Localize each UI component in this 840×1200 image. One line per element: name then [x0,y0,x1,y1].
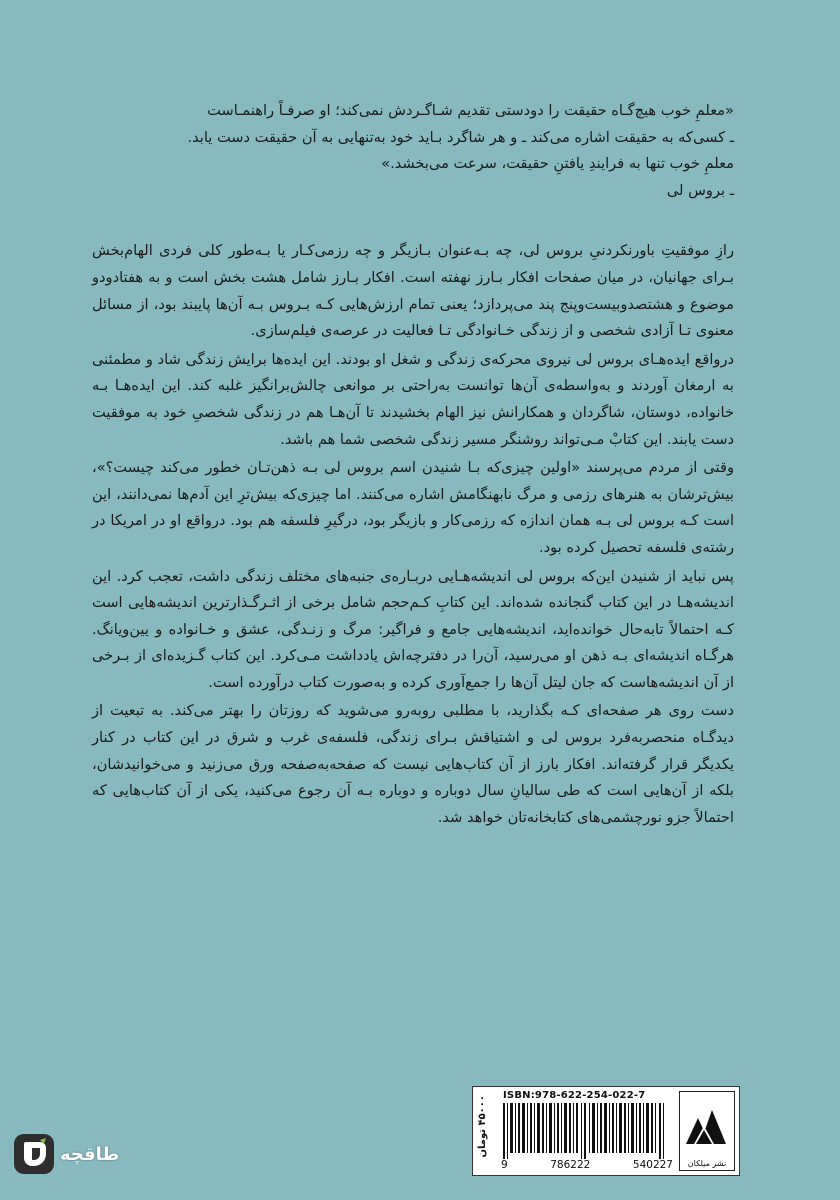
paragraph: پس نباید از شنیدن این‌که بروس لی اندیشه‌هـایی دربـاره‌ی جنبه‌های مختلف زندگی داشت، تعجب کرد. این اندیشه‌هـا در این کتاب گنجانده شده‌اند. این کتابِ کـم‌حجم شامل برخی از اثـرگـذارترین اندیشه‌هایی است کـه احتمالاً تابه‌حال خوانده‌اید، اندیشه‌هایی جامع و فراگیر: مرگ و زنـدگی، عشق و خـانواده و یین‌ویانگ. هرگـاه اندیشه‌ای بـه ذهن او می‌رسید، آن‌را در دفترچه‌اش یادداشت مـی‌کرد. این کتاب گـزیده‌ای از بـرخی از آن اندیشه‌هاست که جان لیتل آن‌ها را جمع‌آوری کرده و به‌صورت کتاب درآورده است. [92,567,734,691]
paragraph: رازِ موفقیتِ باورنکردنیِ بروس لی، چه بـه‌عنوان بـازیگر و چه رزمی‌کـار یا بـه‌طور کلی فردی الهام‌بخش بـرای جهانیان، در میان صفحات افکار بـارز نهفته است. افکار بـارز شامل هشت بخش است و به هفتادودو موضوع و هشتصدوبیست‌وپنج پند می‌پردازد؛ یعنی تمام ارزش‌هایی کـه بـروس بـه آن‌ها پایبند بود، از مسائل معنوی تـا آزادی شخصی و از زندگی خـانوادگی تـا فعالیت در عرصه‌ی فیلم‌سازی. [92,242,734,340]
paragraph: وقتی از مردم می‌پرسند «اولین چیزی‌که بـا شنیدن اسم بروس لی بـه ذهن‌تـان خطور می‌کند چیست؟»، بیش‌ترشان به هنرهای رزمی و مرگ نابهنگامش اشاره می‌کنند. اما چیزی‌که بیش‌ترِ این آدم‌ها نمی‌دانند، این است کـه بروس لی بـه همان اندازه که رزمی‌کار و بازیگر بود، درگیرِ فلسفه هم بود. درواقع او در امریکا در رشته‌ی فلسفه تحصیل کرده بود. [92,459,734,556]
barcode-digit-group: 786222 [550,1159,591,1171]
quote-line: «معلمِ خوب هیچ‌گـاه حقیقت را دودستی تقدیم شـاگـردش نمی‌کند؛ او صرفـاً راهنمـاست [207,102,734,119]
publisher-name: نشر میلکان [687,1159,727,1168]
back-cover-text [92,98,734,833]
paragraph: درواقع ایده‌هـای بروس لی نیروی محرکه‌ی زندگی و شغل او بودند. این ایده‌ها برایش زندگی شاد و مطمئنی به ارمغان آوردند و به‌واسطه‌ی آن‌ها توانست به‌راحتی بر موانعی چالش‌برانگیز غلبه کند. این ایده‌هـا بـه خانواده، دوستان، شاگردان و همکارانش نیز الهام بخشیدند تا آن‌هـا هم در زندگی شخصیِ خود به موفقیت دست یابند. این کتابْ مـی‌تواند روشنگر مسیر زندگی شخصی شما هم باشد. [92,350,734,448]
barcode-label [472,1086,740,1176]
taaghche-icon [14,1134,54,1174]
publisher-logo [679,1091,735,1171]
taaghche-wordmark: طاقچه [60,1143,120,1165]
price-label: ۴۵۰۰۰ تومان [477,1095,488,1158]
barcode-digit-group: 540227 [632,1159,673,1171]
quote-line: معلمِ خوب تنها به فرایندِ یافتنِ حقیقت، سرعت می‌بخشد.» [381,155,734,173]
paragraph: دست روی هر صفحه‌ای کـه بگذارید، با مطلبی روبه‌رو می‌شوید که روزتان را بهتر می‌کند. به تبعیت از دیدگـاه منحصربه‌فرد بروس لی و اشتیاقش بـرای زندگی، فلسفه‌ی غرب و شرق در این کتاب در کنار یکدیگر قرار گرفته‌اند. افکار بارز از آن کتاب‌هایی نیست که صفحه‌به‌صفحه ورق می‌زنید و می‌خوانیدشان، بلکه از آن‌هایی است که طی سالیانِ سال دوباره و دوباره بـه آن رجوع می‌کنید، یکی از آن کتاب‌هایی که احتمالاً جزو نورچشمی‌های کتابخانه‌تان خواهد شد. [92,702,734,826]
mountain-icon [680,1096,734,1156]
barcode-digit-group: 9 [501,1159,508,1171]
taaghche-logo [14,1134,132,1174]
quote-attribution: ـ بروس لی [666,181,734,199]
isbn-text: ISBN:978-622-254-022-7 [503,1090,646,1101]
barcode-icon [501,1103,673,1159]
quote-line: ـ کسی‌که به حقیقت اشاره می‌کند ـ و هر شاگرد بـاید خود به‌تنهایی به آن حقیقت دست یابد. [187,128,734,146]
barcode-digits [501,1159,673,1171]
epigraph-quote [92,98,734,204]
